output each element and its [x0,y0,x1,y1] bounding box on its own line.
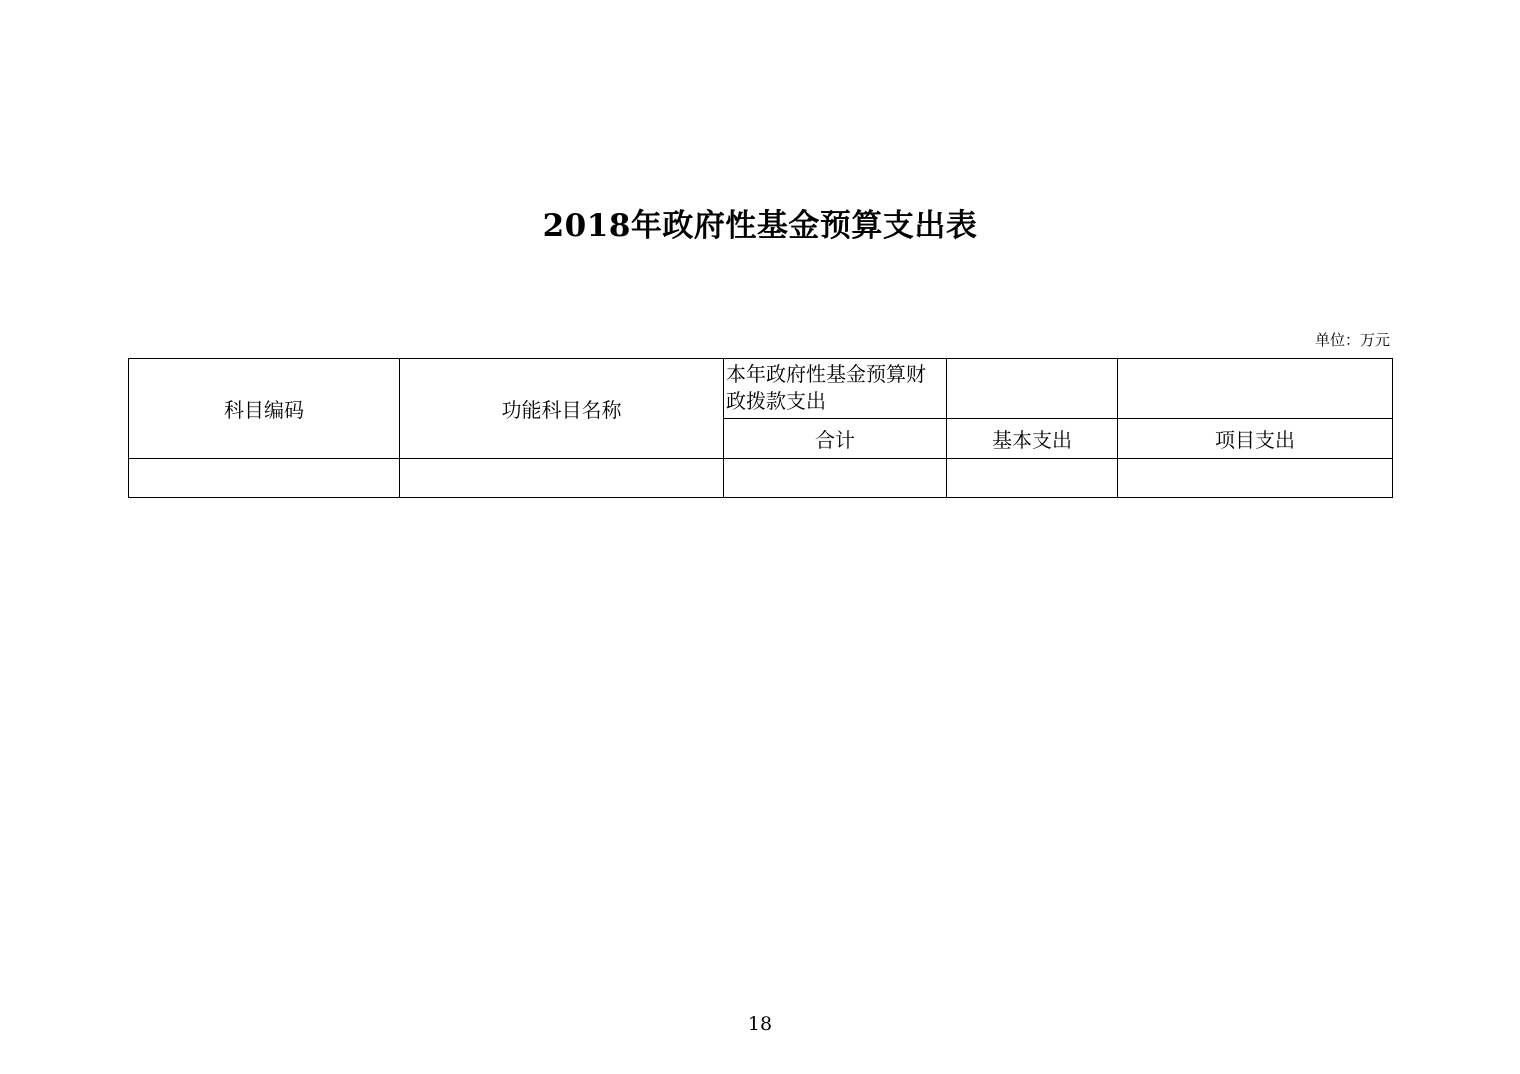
page-number: 18 [747,1013,773,1035]
header-project-expenditure: 项目支出 [1118,419,1393,459]
cell-total [724,459,947,498]
table-row [129,459,1393,498]
cell-function-subject-name [400,459,724,498]
header-row-1 [129,359,1393,419]
unit-label: 单位：万元 [1314,331,1390,349]
page-title: 2018年政府性基金预算支出表 [542,208,978,244]
header-group-label: 本年政府性基金预算财政拨款支出 [724,359,947,419]
header-basic-expenditure: 基本支出 [947,419,1118,459]
cell-basic-expenditure [947,459,1118,498]
header-total: 合计 [724,419,947,459]
header-function-subject-name: 功能科目名称 [400,359,724,459]
budget-table [128,358,1393,498]
header-empty-cell [1118,359,1393,419]
header-subject-code: 科目编码 [129,359,400,459]
cell-subject-code [129,459,400,498]
cell-project-expenditure [1118,459,1393,498]
header-empty-cell [947,359,1118,419]
